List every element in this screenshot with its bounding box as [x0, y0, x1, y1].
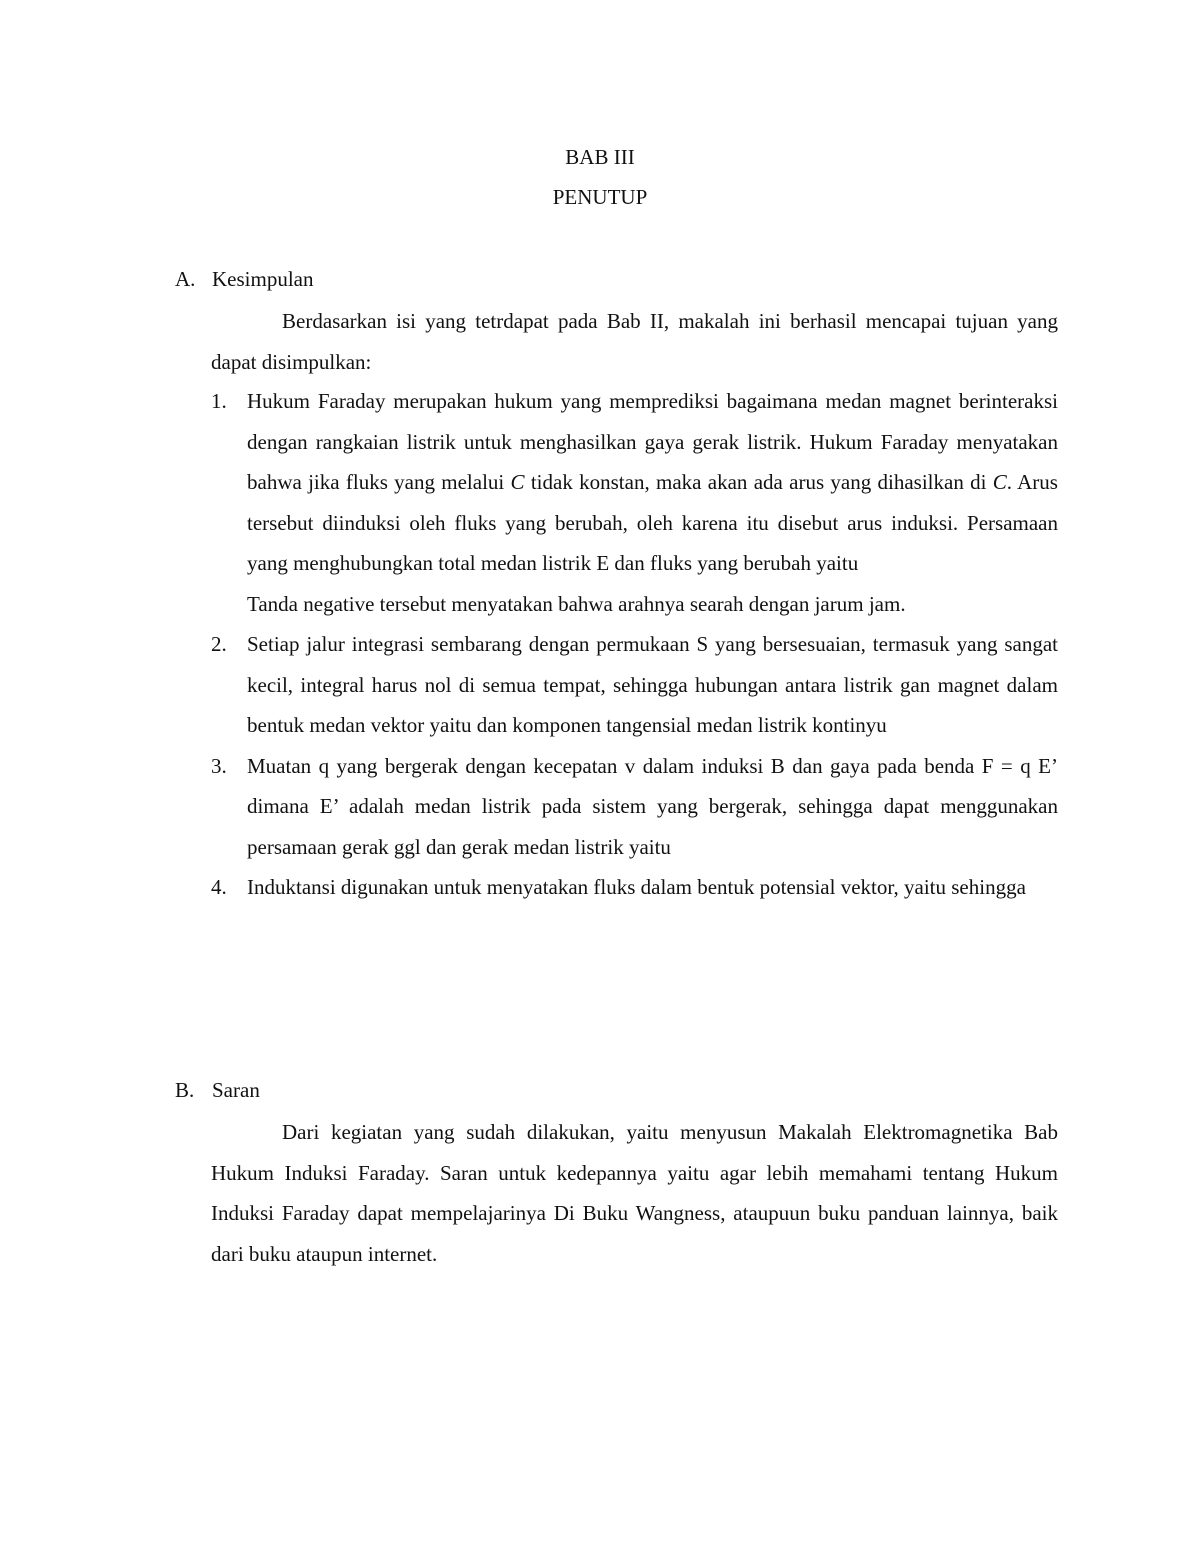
list-item [211, 624, 1058, 746]
list-item [211, 381, 1058, 624]
list-item-number: 4. [211, 875, 227, 899]
chapter-title: PENUTUP [552, 185, 648, 209]
list-item-text [247, 381, 1058, 584]
section-a-title: Kesimpulan [212, 267, 314, 291]
list-item-text: Induktansi digunakan untuk menyatakan fluks dalam bentuk potensial vektor, yaitu sehingga [247, 875, 1026, 899]
suggestion-paragraph: Dari kegiatan yang sudah dilakukan, yaitu menyusun Makalah Elektromagnetika Bab Hukum Induksi Faraday. Saran untuk kedepannya yaitu agar lebih memahami tentang Hukum Induksi Faraday dapat mempelajarinya Di Buku Wangness, ataupuun buku panduan lainnya, baik dari buku ataupun internet. [211, 1120, 1058, 1266]
list-item-number: 2. [211, 632, 227, 656]
list-item-text: Setiap jalur integrasi sembarang dengan permukaan S yang bersesuaian, termasuk yang sangat kecil, integral harus nol di semua tempat, sehingga hubungan antara listrik gan magnet dalam bentuk medan vektor yaitu dan komponen tangensial medan listrik kontinyu [247, 632, 1058, 737]
list-item-number: 3. [211, 753, 227, 778]
list-item-text-part: Hukum Faraday merupakan hukum yang memprediksi bagaimana medan magnet berinteraksi dengan rangkaian listrik untuk menghasilkan gaya gerak listrik. Hukum Faraday menyatakan bahwa jika fluks yang melalui [247, 389, 1058, 494]
list-item [211, 867, 1058, 908]
section-a-heading [175, 259, 313, 299]
conclusion-list [211, 381, 1058, 908]
list-item-text-part: . Arus tersebut diinduksi oleh fluks yang berubah, oleh karena itu disebut arus induksi. Persamaan yang menghubungkan total medan listrik E dan fluks yang berubah yaitu [247, 470, 1058, 575]
symbol-c: C [992, 470, 1007, 494]
chapter-number: BAB III [565, 145, 635, 169]
section-b-heading [175, 1070, 260, 1110]
conclusion-intro: Berdasarkan isi yang tetrdapat pada Bab II, makalah ini berhasil mencapai tujuan yang dapat disimpulkan: [211, 309, 1058, 374]
list-item-note: Tanda negative tersebut menyatakan bahwa arahnya searah dengan jarum jam. [247, 591, 906, 616]
list-item [211, 746, 1058, 868]
list-item-number: 1. [211, 389, 227, 413]
list-item-text-part: tidak konstan, maka akan ada arus yang dihasilkan di [524, 470, 993, 494]
section-a-letter: A. [175, 267, 196, 291]
list-item-text: Muatan q yang bergerak dengan kecepatan v dalam induksi B dan gaya pada benda F = q E’ dimana E’ adalah medan listrik pada sistem yang bergerak, sehingga dapat menggunakan persamaan gerak ggl dan gerak medan listrik yaitu [247, 753, 1058, 859]
section-b-title: Saran [212, 1078, 260, 1102]
section-b-letter: B. [175, 1078, 195, 1102]
symbol-c: C [510, 470, 525, 494]
